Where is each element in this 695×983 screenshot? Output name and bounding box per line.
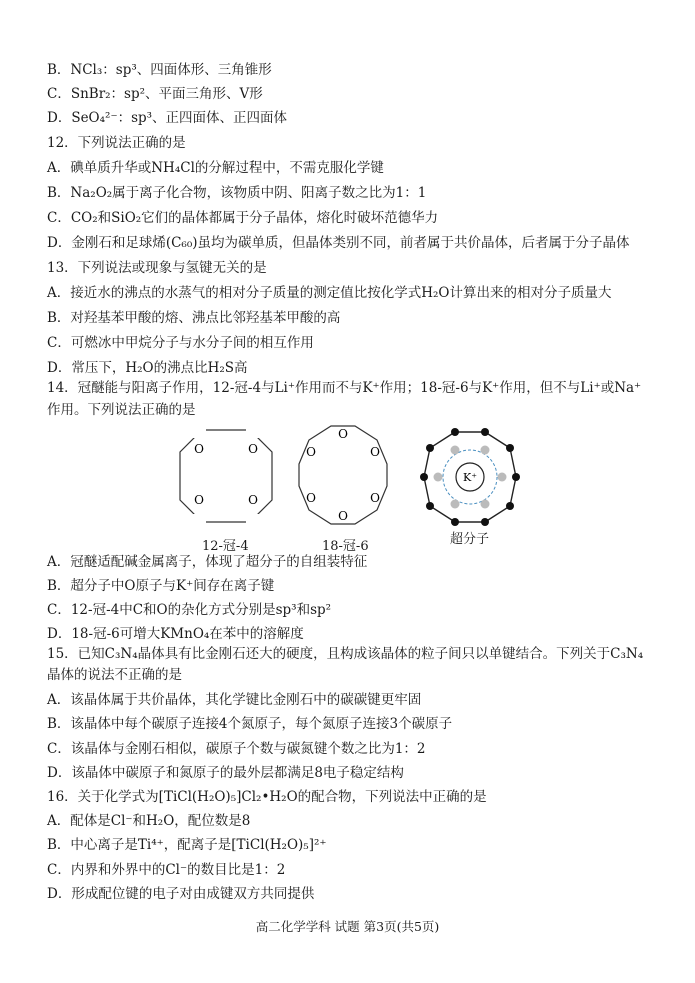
oxygen-label: O <box>306 491 316 505</box>
option-11c: C．SnBr₂：sp²、平面三角形、V形 <box>47 86 263 102</box>
option-14a: A．冠醚适配碱金属离子，体现了超分子的自组装特征 <box>47 554 368 570</box>
option-11d: D．SeO₄²⁻：sp³、正四面体、正四面体 <box>47 110 288 126</box>
question-15-line1: 15．已知C₃N₄晶体具有比金刚石还大的硬度，且构成该晶体的粒子间只以单键结合。下列关于C₃N₄ <box>47 646 644 662</box>
option-16d: D．形成配位键的电子对由成键双方共同提供 <box>47 886 315 902</box>
option-14c: C．12-冠-4中C和O的杂化方式分别是sp³和sp² <box>47 602 332 618</box>
option-12d: D．金刚石和足球烯(C₆₀)虽均为碳单质，但晶体类别不同，前者属于共价晶体，后者属于分子晶体 <box>47 235 630 251</box>
oxygen-label: O <box>370 445 380 459</box>
question-15-line2: 晶体的说法不正确的是 <box>47 667 182 683</box>
question-13: 13．下列说法或现象与氢键无关的是 <box>47 260 267 276</box>
option-15b: B．该晶体中每个碳原子连接4个氮原子，每个氮原子连接3个碳原子 <box>47 716 453 732</box>
crown-12-4-diagram <box>172 422 280 530</box>
option-13b: B．对羟基苯甲酸的熔、沸点比邻羟基苯甲酸的高 <box>47 310 341 326</box>
option-12b: B．Na₂O₂属于离子化合物，该物质中阴、阳离子数之比为1：1 <box>47 185 427 201</box>
oxygen-label: O <box>370 491 380 505</box>
crown-18-6-caption: 18-冠-6 <box>322 539 369 554</box>
oxygen-label: O <box>338 509 348 523</box>
supramolecule-diagram <box>420 428 520 526</box>
option-14b: B．超分子中O原子与K⁺间存在离子键 <box>47 578 275 594</box>
oxygen-label: O <box>306 445 316 459</box>
question-14-line1: 14．冠醚能与阳离子作用，12-冠-4与Li⁺作用而不与K⁺作用；18-冠-6与K⁺作用，但不与Li⁺或Na⁺ <box>47 380 642 396</box>
option-12c: C．CO₂和SiO₂它们的晶体都属于分子晶体，熔化时破坏范德华力 <box>47 210 439 226</box>
oxygen-label: O <box>338 427 348 441</box>
oxygen-label: O <box>194 442 204 456</box>
option-12a: A．碘单质升华或NH₄Cl的分解过程中，不需克服化学键 <box>47 160 384 176</box>
question-14-line2: 作用。下列说法正确的是 <box>47 402 196 418</box>
crown-18-6-diagram <box>293 420 393 530</box>
option-16b: B．中心离子是Ti⁴⁺，配离子是[TiCl(H₂O)₅]²⁺ <box>47 837 327 853</box>
option-16a: A．配体是Cl⁻和H₂O，配位数是8 <box>47 813 251 829</box>
option-13a: A．接近水的沸点的水蒸气的相对分子质量的测定值比按化学式H₂O计算出来的相对分子质量大 <box>47 285 612 301</box>
crown-12-4-caption: 12-冠-4 <box>202 539 249 554</box>
oxygen-label: O <box>248 493 258 507</box>
option-15a: A．该晶体属于共价晶体，其化学键比金刚石中的碳碳键更牢固 <box>47 692 422 708</box>
option-13d: D．常压下，H₂O的沸点比H₂S高 <box>47 360 248 376</box>
question-12: 12．下列说法正确的是 <box>47 135 186 151</box>
option-15c: C．该晶体与金刚石相似，碳原子个数与碳氮键个数之比为1：2 <box>47 741 426 757</box>
option-15d: D．该晶体中碳原子和氮原子的最外层都满足8电子稳定结构 <box>47 765 404 781</box>
oxygen-label: O <box>194 493 204 507</box>
potassium-ion-label: K⁺ <box>462 471 478 484</box>
option-11b: B．NCl₃：sp³、四面体形、三角锥形 <box>47 62 272 78</box>
question-16: 16．关于化学式为[TiCl(H₂O)₅]Cl₂•H₂O的配合物，下列说法中正确的是 <box>47 789 487 805</box>
option-14d: D．18-冠-6可增大KMnO₄在苯中的溶解度 <box>47 626 304 642</box>
page-footer: 高二化学学科 试题 第3页(共5页) <box>255 919 440 934</box>
supramolecule-caption: 超分子 <box>450 532 490 547</box>
oxygen-label: O <box>248 442 258 456</box>
option-13c: C．可燃冰中甲烷分子与水分子间的相互作用 <box>47 335 314 351</box>
option-16c: C．内界和外界中的Cl⁻的数目比是1：2 <box>47 862 286 878</box>
